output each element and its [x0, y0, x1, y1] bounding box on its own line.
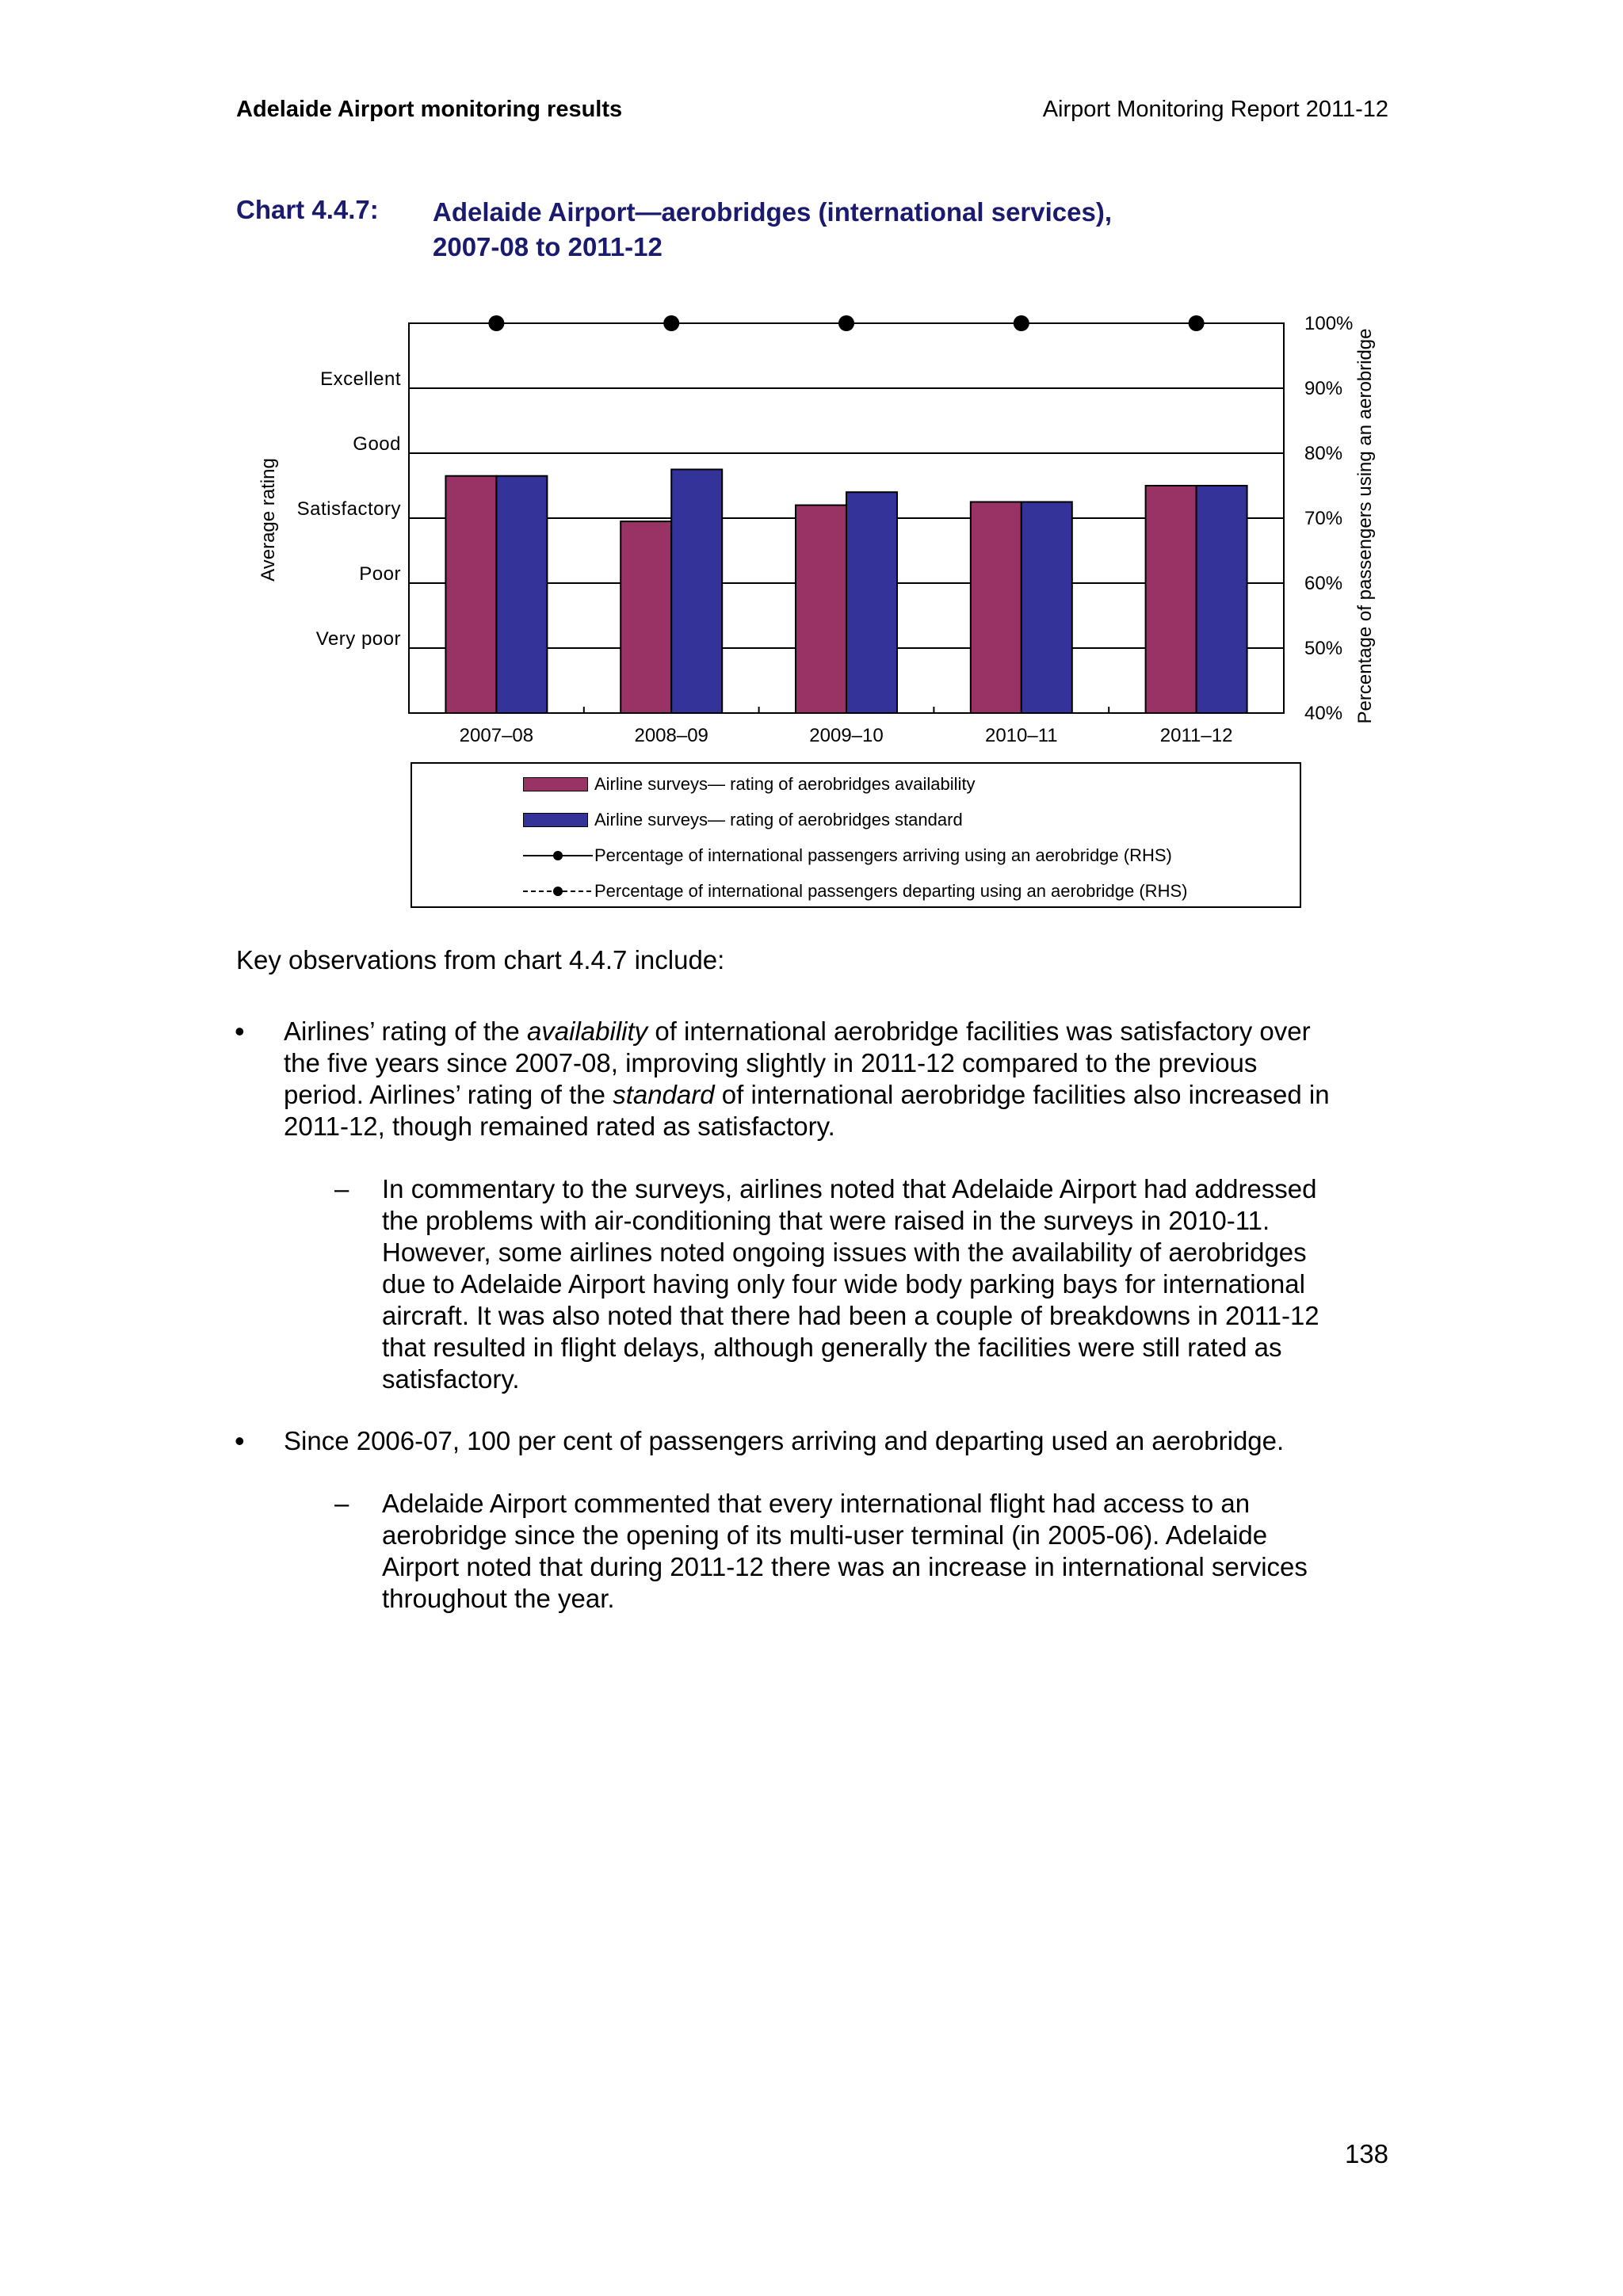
right-tick-label: 90% — [1304, 378, 1343, 399]
x-tick-label: 2009–10 — [809, 725, 884, 746]
sub-bullet-2-line-4: throughout the year. — [382, 1584, 615, 1613]
legend-item-availability — [523, 773, 976, 795]
bar-standard — [1022, 502, 1072, 714]
sub-bullet-1-line-6: that resulted in flight delays, although generally the facilities were still rated as — [382, 1333, 1282, 1362]
bullet-2-text: Since 2006-07, 100 per cent of passengers arriving and departing used an aerobridge. — [284, 1426, 1285, 1455]
sub-bullet-1-line-3: However, some airlines noted ongoing issues with the availability of aerobridges — [382, 1238, 1307, 1267]
legend-label-departing: Percentage of international passengers departing using an aerobridge (RHS) — [594, 881, 1188, 901]
chart-title-line1: Adelaide Airport—aerobridges (international services), — [433, 197, 1113, 227]
right-axis-ticks — [1304, 313, 1353, 724]
running-header-right: Airport Monitoring Report 2011-12 — [1042, 97, 1388, 122]
chart-bars — [445, 470, 1247, 714]
legend-item-departing — [523, 880, 1187, 902]
left-axis-title: Average rating — [258, 458, 279, 582]
bar-availability — [621, 521, 671, 713]
bar-standard — [846, 492, 897, 713]
observations-intro: Key observations from chart 4.4.7 include: — [236, 945, 725, 974]
x-tick-label: 2007–08 — [459, 725, 534, 746]
bar-standard — [671, 470, 722, 714]
left-tick-label: Very poor — [315, 628, 401, 650]
bar-availability — [971, 502, 1022, 714]
sub-bullet-1-text — [382, 1173, 1412, 1395]
sub-bullet-2-glyph: – — [334, 1489, 349, 1518]
bar-availability — [445, 476, 496, 713]
sub-bullet-2-line-1: Adelaide Airport commented that every international flight had access to an — [382, 1489, 1251, 1518]
right-tick-label: 40% — [1304, 703, 1343, 724]
legend-swatch-standard — [523, 813, 588, 827]
right-tick-label: 50% — [1304, 638, 1343, 659]
right-tick-label: 80% — [1304, 443, 1343, 464]
legend-label-arriving: Percentage of international passengers arriving using an aerobridge (RHS) — [594, 845, 1172, 865]
sub-bullet-2-text — [382, 1488, 1412, 1615]
bullet-1-line-1: Airlines’ rating of the availability of international aerobridge facilities was satisfactory over — [284, 1016, 1311, 1046]
bar-standard — [1197, 486, 1247, 713]
bullet-1-line-3: period. Airlines’ rating of the standard of international aerobridge facilities also increased in — [284, 1080, 1330, 1109]
x-tick-label: 2008–09 — [634, 725, 708, 746]
sub-bullet-1-line-1: In commentary to the surveys, airlines noted that Adelaide Airport had addressed — [382, 1174, 1317, 1203]
aerobridge-chart — [0, 0, 1623, 761]
bar-availability — [796, 505, 846, 713]
sub-bullet-1-line-4: due to Adelaide Airport having only four wide body parking bays for international — [382, 1269, 1305, 1299]
right-axis-title: Percentage of passengers using an aerobridge — [1354, 328, 1376, 724]
legend-item-arriving — [523, 845, 1172, 867]
left-tick-label: Good — [353, 433, 401, 455]
left-tick-label: Excellent — [320, 368, 401, 390]
bar-standard — [496, 476, 547, 713]
page-number: 138 — [1344, 2139, 1388, 2168]
left-axis-ticks — [297, 368, 401, 650]
sub-bullet-1-line-5: aircraft. It was also noted that there had been a couple of breakdowns in 2011-12 — [382, 1301, 1319, 1330]
bullet-1-text — [284, 1016, 1393, 1142]
legend-marker-arriving — [523, 847, 593, 864]
left-tick-label: Poor — [359, 563, 401, 585]
sub-bullet-1-line-2: the problems with air-conditioning that were raised in the surveys in 2010-11. — [382, 1206, 1270, 1235]
bar-availability — [1146, 486, 1197, 713]
right-tick-label: 60% — [1304, 573, 1343, 594]
x-tick-label: 2010–11 — [984, 725, 1058, 746]
chart-legend — [411, 762, 1301, 908]
bullet-1-line-4: 2011-12, though remained rated as satisfactory. — [284, 1112, 835, 1141]
bullet-1-glyph: • — [235, 1015, 245, 1047]
legend-marker-departing — [523, 883, 593, 900]
sub-bullet-2-line-3: Airport noted that during 2011-12 there was an increase in international services — [382, 1552, 1308, 1581]
left-tick-label: Satisfactory — [296, 498, 401, 520]
running-header-left: Adelaide Airport monitoring results — [236, 97, 623, 122]
legend-label-standard: Airline surveys— rating of aerobridges standard — [594, 810, 963, 830]
sub-bullet-2-line-2: aerobridge since the opening of its multi-user terminal (in 2005-06). Adelaide — [382, 1520, 1268, 1550]
chart-number: Chart 4.4.7: — [236, 195, 379, 224]
bullet-2-glyph: • — [235, 1425, 245, 1457]
right-tick-label: 70% — [1304, 508, 1343, 529]
right-tick-label: 100% — [1304, 313, 1354, 334]
bullet-1-line-2: the five years since 2007-08, improving slightly in 2011-12 compared to the previous — [284, 1048, 1258, 1077]
legend-swatch-availability — [523, 777, 588, 791]
sub-bullet-1-glyph: – — [334, 1174, 349, 1203]
legend-label-availability: Airline surveys— rating of aerobridges availability — [594, 774, 976, 794]
x-tick-label: 2011–12 — [1159, 725, 1233, 746]
legend-item-standard — [523, 809, 963, 831]
chart-title-line2: 2007-08 to 2011-12 — [433, 232, 663, 261]
sub-bullet-1-line-7: satisfactory. — [382, 1364, 520, 1394]
